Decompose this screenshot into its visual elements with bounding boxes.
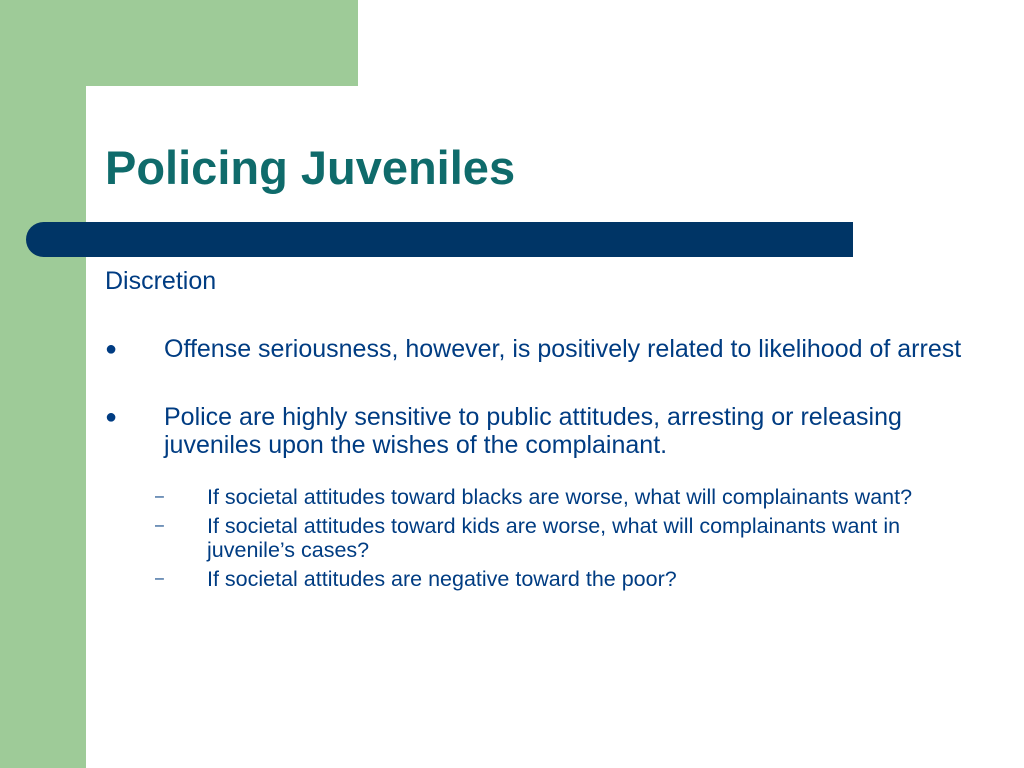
sub-bullet-text: If societal attitudes toward blacks are worse, what will complainants want? [207, 485, 913, 509]
sub-bullet-list [105, 485, 985, 591]
bullet-text: Police are highly sensitive to public attitudes, arresting or releasing juveniles upon the wishes of the complainant. [164, 403, 902, 459]
sub-bullet-item [155, 514, 985, 562]
slide-body [105, 265, 985, 596]
sub-bullet-text: If societal attitudes are negative toward the poor? [207, 567, 677, 591]
sub-bullet-item [155, 567, 985, 591]
sub-bullet-item [155, 485, 985, 509]
bullet-dot-icon: ● [105, 338, 118, 360]
dash-icon: – [155, 517, 164, 534]
bullet-item [105, 335, 985, 363]
bullet-dot-icon: ● [105, 406, 118, 428]
slide-title: Policing Juveniles [105, 141, 516, 194]
dash-icon: – [155, 488, 164, 505]
sub-bullet-text: If societal attitudes toward kids are worse, what will complainants want in juvenile’s cases? [207, 514, 901, 562]
dash-icon: – [155, 570, 164, 587]
green-accent-sidebar [0, 0, 86, 768]
section-heading: Discretion [105, 267, 217, 295]
green-accent-top-block [0, 0, 358, 86]
bullet-item [105, 403, 985, 459]
bullet-text: Offense seriousness, however, is positively related to likelihood of arrest [164, 335, 962, 363]
title-underline-bar [26, 222, 853, 257]
